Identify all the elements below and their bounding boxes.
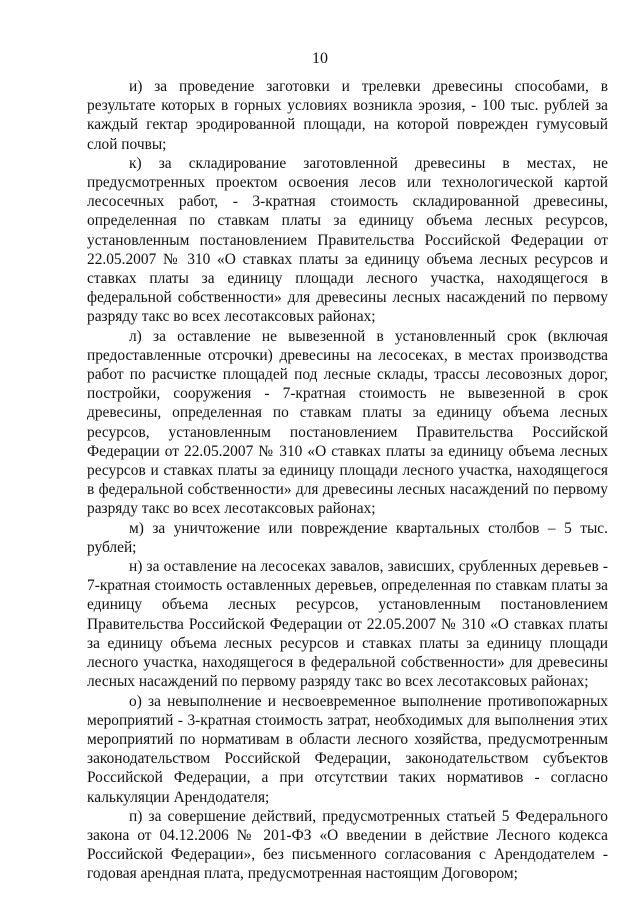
paragraph-i: и) за проведение заготовки и трелевки древесины способами, в результате которых в горных условиях возникла эрозия, - 100 тыс. рублей за каждый гектар эродированной площади, на которой поврежден гумусовый слой почвы; [87, 78, 608, 153]
page-number: 10 [312, 50, 328, 67]
paragraph-k: к) за складирование заготовленной древесины в местах, не предусмотренных проектом освоения лесов или технологической картой лесосечных работ, - 3-кратная стоимость складированной древесины, определенная по ставкам платы за единицу объема лесных ресурсов, установленным постановлением Правительства Российской Федерации от 22.05.2007 № 310 «О ставках платы за единицу объема лесных ресурсов и ставках платы за единицу площади лесного участка, находящегося в федеральной собственности» для древесины лесных насаждений по первому разряду такс во всех лесотаксовых районах; [87, 154, 608, 326]
paragraph-o: о) за невыполнение и несвоевременное выполнение противопожарных мероприятий - 3-кратная стоимость затрат, необходимых для выполнения этих мероприятий по нормативам в области лесного хозяйства, предусмотренным законодательством Российской Федерации, законодательством субъектов Российской Федерации, а при отсутствии таких нормативов - согласно калькуляции Арендодателя; [87, 692, 608, 806]
paragraph-l: л) за оставление не вывезенной в установленный срок (включая предоставленные отсрочки) древесины на лесосеках, в местах производства работ по расчистке площадей под лесные склады, трассы лесовозных дорог, постройки, сооружения - 7-кратная стоимость не вывезенной в срок древесины, определенная по ставкам платы за единицу объема лесных ресурсов, установленным постановлением Правительства Российской Федерации от 22.05.2007 № 310 «О ставках платы за единицу объема лесных ресурсов и ставках платы за единицу площади лесного участка, находящегося в федеральной собственности» для древесины лесных насаждений по первому разряду такс во всех лесотаксовых районах; [87, 327, 608, 518]
document-body [87, 77, 608, 884]
paragraph-m: м) за уничтожение или повреждение квартальных столбов – 5 тыс. рублей; [87, 519, 608, 556]
paragraph-p: п) за совершение действий, предусмотренных статьей 5 Федерального закона от 04.12.2006 № 201-ФЗ «О введении в действие Лесного кодекса Российской Федерации», без письменного согласования с Арендодателем - годовая арендная плата, предусмотренная настоящим Договором; [87, 807, 608, 883]
paragraph-n: н) за оставление на лесосеках завалов, зависших, срубленных деревьев - 7-кратная стоимость оставленных деревьев, определенная по ставкам платы за единицу объема лесных ресурсов, установленным постановлением Правительства Российской Федерации от 22.05.2007 № 310 «О ставках платы за единицу объема лесных ресурсов и ставках платы за единицу площади лесного участка, находящегося в федеральной собственности» для древесины лесных насаждений по первому разряду такс во всех лесотаксовых районах; [87, 558, 608, 691]
